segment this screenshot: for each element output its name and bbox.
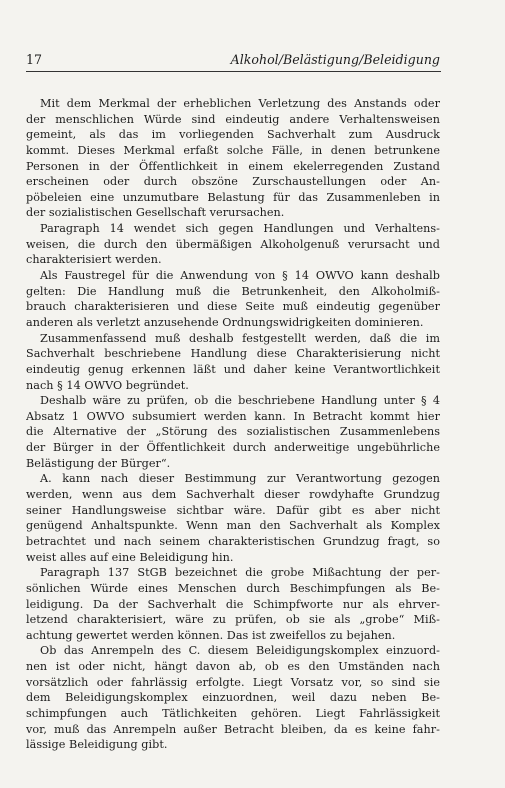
text-line: Absatz 1 OWVO subsumiert werden kann. In Betracht kommt hier bbox=[26, 409, 440, 423]
text-line: sönlichen Würde eines Menschen durch Beschimpfungen als Be- bbox=[26, 581, 440, 595]
text-line: gemeint, als das im vorliegenden Sachverhalt zum Ausdruck bbox=[26, 128, 440, 142]
text-line: leidigung. Da der Sachverhalt die Schimpfworte nur als ehrver- bbox=[26, 597, 440, 611]
text-line: eindeutig genug erkennen läßt und daher keine Verantwortlichkeit bbox=[26, 362, 440, 376]
text-line: der Bürger in der Öffentlichkeit durch anderweitige ungebührliche bbox=[26, 441, 440, 455]
text-line: nach § 14 OWVO begründet. bbox=[26, 378, 189, 392]
text-line: seiner Handlungsweise sichtbar wäre. Dafür gibt es aber nicht bbox=[26, 503, 440, 517]
text-line: pöbeleien eine unzumutbare Belastung für das Zusammenleben in bbox=[26, 190, 440, 204]
text-line: Belästigung der Bürger“. bbox=[26, 456, 171, 470]
text-line: Paragraph 137 StGB bezeichnet die grobe Mißachtung der per- bbox=[40, 566, 440, 580]
text-line: gelten: Die Handlung muß die Betrunkenheit, den Alkoholmiß- bbox=[26, 284, 440, 298]
text-line: schimpfungen auch Tätlichkeiten gehören. Liegt Fahrlässigkeit bbox=[26, 706, 440, 720]
text-line: werden, wenn aus dem Sachverhalt dieser rowdyhafte Grundzug bbox=[26, 488, 440, 502]
paragraph bbox=[26, 565, 440, 643]
text-line: Zusammenfassend muß deshalb festgestellt werden, daß die im bbox=[40, 331, 440, 345]
paragraph bbox=[26, 96, 440, 221]
paragraph bbox=[26, 393, 440, 471]
text-line: Ob das Anrempeln des C. diesem Beleidigungskomplex einzuord- bbox=[40, 644, 440, 658]
text-line: brauch charakterisieren und diese Seite muß eindeutig gegenüber bbox=[26, 300, 440, 314]
text-line: anderen als verletzt anzusehende Ordnungswidrigkeiten dominieren. bbox=[26, 315, 424, 329]
text-line: Als Faustregel für die Anwendung von § 14 OWVO kann deshalb bbox=[40, 269, 440, 283]
text-line: vor, muß das Anrempeln außer Betracht bleiben, da es keine fahr- bbox=[26, 722, 440, 736]
text-line: letzend charakterisiert, wäre zu prüfen, ob sie als „grobe“ Miß- bbox=[26, 613, 440, 627]
text-line: die Alternative der „Störung des sozialistischen Zusammenlebens bbox=[26, 425, 440, 439]
text-line: Mit dem Merkmal der erheblichen Verletzung des Anstands oder bbox=[40, 97, 440, 110]
body-text bbox=[26, 96, 440, 753]
text-line: Sachverhalt beschriebene Handlung diese Charakterisierung nicht bbox=[26, 347, 440, 361]
text-line: nen ist oder nicht, hängt davon ab, ob es den Umständen nach bbox=[26, 660, 440, 674]
text-line: der menschlichen Würde sind eindeutig andere Verhaltensweisen bbox=[26, 112, 440, 126]
running-title: Alkohol/Belästigung/Beleidigung bbox=[230, 52, 440, 67]
text-line: erscheinen oder durch obszöne Zurschaustellungen oder An- bbox=[26, 175, 440, 189]
text-line: dem Beleidigungskomplex einzuordnen, weil dazu neben Be- bbox=[26, 691, 440, 705]
text-line: charakterisiert werden. bbox=[26, 253, 162, 267]
page-number: 17 bbox=[26, 52, 43, 67]
paragraph bbox=[26, 643, 440, 752]
text-line: Personen in der Öffentlichkeit in einem ekelerregenden Zustand bbox=[26, 159, 440, 173]
text-line: A. kann nach dieser Bestimmung zur Verantwortung gezogen bbox=[40, 472, 440, 486]
text-line: vorsätzlich oder fahrlässig erfolgte. Liegt Vorsatz vor, so sind sie bbox=[26, 675, 440, 689]
header-rule bbox=[26, 71, 441, 72]
text-line: der sozialistischen Gesellschaft verursachen. bbox=[26, 206, 285, 220]
paragraph bbox=[26, 268, 440, 331]
paragraph bbox=[26, 331, 440, 394]
text-line: genügend Anhaltspunkte. Wenn man den Sachverhalt als Komplex bbox=[26, 519, 440, 533]
paragraph bbox=[26, 471, 440, 565]
text-line: weisen, die durch den übermäßigen Alkoholgenuß verursacht und bbox=[26, 237, 440, 251]
text-line: kommt. Dieses Merkmal erfaßt solche Fälle, in denen betrunkene bbox=[26, 143, 440, 157]
text-line: betrachtet und nach seinem charakteristischen Grundzug fragt, so bbox=[26, 534, 440, 548]
paragraph bbox=[26, 221, 440, 268]
text-line: weist alles auf eine Beleidigung hin. bbox=[26, 550, 234, 564]
text-line: achtung gewertet werden können. Das ist zweifellos zu bejahen. bbox=[26, 628, 396, 642]
text-line: Paragraph 14 wendet sich gegen Handlungen und Verhaltens- bbox=[40, 222, 440, 236]
text-line: lässige Beleidigung gibt. bbox=[26, 738, 168, 752]
text-line: Deshalb wäre zu prüfen, ob die beschriebene Handlung unter § 4 bbox=[40, 394, 440, 408]
